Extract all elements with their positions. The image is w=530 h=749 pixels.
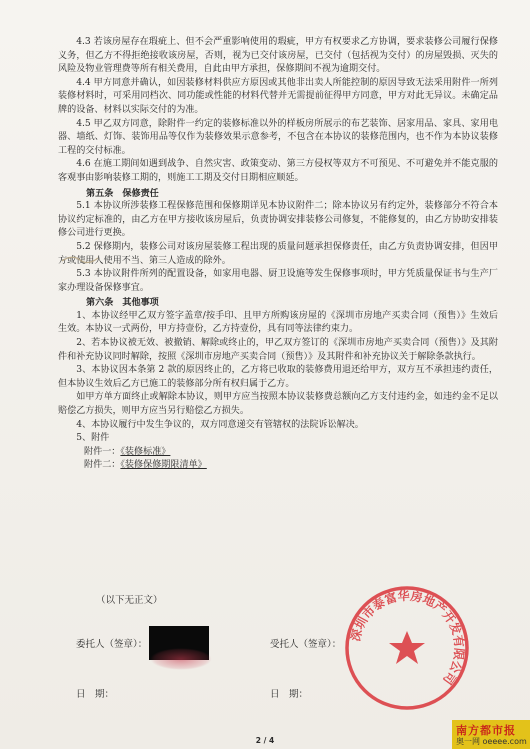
section5-title: 第五条 保修责任: [86, 187, 159, 199]
paragraph-6-4: 4、本协议履行中发生争议的，双方同意递交有管辖权的法院诉讼解决。: [76, 419, 364, 430]
party-b-signature-label: 受托人（签章）：: [270, 639, 342, 650]
document-body: [58, 36, 498, 473]
company-seal: [342, 583, 472, 713]
no-text-below: （以下无正文）: [96, 595, 163, 606]
paragraph-5-1: 5.1 本协议所涉装修工程保修范围和保修期详见本协议附件二；除本协议另有约定外，装修部分不符合本协议约定标准的，由乙方在甲方接收该房屋后，负责协调安排装修公司修复，不能修复的，由乙方协助安排装修公司进行更换。: [58, 201, 498, 239]
attachment-1-name: 《装修标准》: [120, 446, 171, 457]
fingerprint-mark: [150, 648, 212, 670]
party-b-date-label: 日 期：: [270, 689, 309, 700]
logo-title: 南方都市报: [456, 724, 516, 737]
paragraph-6-5: 5、附件: [76, 433, 110, 444]
paragraph-4-4: 4.4 甲方同意并确认，如因装修材料供应方原因或其他非出卖人所能控制的原因导致无法采用附件一所列装修材料时，可采用同档次、同功能或性能的材料代替并无需提前征得甲方同意，甲方对此无异议。未确定品牌的设备、材料以实际交付的为准。: [58, 77, 498, 115]
paragraph-6-3: 3、本协议因本条第 2 款的原因终止的，乙方将已收取的装修费用退还给甲方，双方互不承担违约责任，但本协议生效后乙方已施工的装修部分所有权归属于乙方。: [58, 365, 498, 389]
attachment-1-prefix: 附件一：: [84, 446, 121, 457]
attachment-2-name: 《装修保修期限清单》: [120, 460, 207, 471]
paragraph-6-3b: 如甲方单方面终止或解除本协议，则甲方应当按照本协议装修费总额向乙方支付违约金，如违约金不足以赔偿乙方损失，则甲方应当另行赔偿乙方损失。: [58, 392, 498, 417]
handwritten-mark: [60, 252, 100, 266]
paragraph-6-1: 1、本协议经甲乙双方签字盖章/按手印、且甲方所购该房屋的《深圳市房地产买卖合同（预售）》生效后生效。本协议一式两份，甲方持壹份，乙方持壹份，具有同等法律约束力。: [58, 310, 498, 335]
paragraph-4-3: 4.3 若该房屋存在瑕疵上、但不会严重影响使用的瑕疵，甲方有权要求乙方协调，要求装修公司履行保修义务，但乙方不得拒绝接收该房屋，否则，视为已交付该房屋，已交付（包括视为交付）的房屋毁损、灭失的风险及物业管理费等所有相关费用，自此由甲方承担，保修期间不视为逾期交付。: [58, 37, 498, 75]
party-a-date-label: 日 期：: [76, 689, 115, 700]
page-number: 2 / 4: [255, 736, 275, 745]
attachment-2: [58, 459, 498, 473]
logo-subtitle: 奥一网 oeeee.com: [456, 737, 527, 746]
paragraph-4-5: 4.5 甲乙双方同意，除附件一约定的装修标准以外的样板房所展示的布艺装饰、居家用品、家具、家用电器、墙纸、灯饰、装饰用品等仅作为装修效果示意参考，不包含在本协议的装修范围内，也不作为本协议装修工程的交付标准。: [58, 118, 498, 156]
paragraph-5-3: 5.3 本协议附件所列的配置设备，如家用电器、厨卫设施等发生保修事项时，甲方凭质量保证书与生产厂家办理设备保修事宜。: [58, 269, 498, 293]
paragraph-6-2: 2、若本协议被无效、被撤销、解除或终止的，甲乙双方签订的《深圳市房地产买卖合同（预售）》及其附件和补充协议同时解除，按照《深圳市房地产买卖合同（预售）》及其附件和补充协议关于解除条款执行。: [58, 338, 498, 362]
party-a-signature-label: 委托人（签章）：: [76, 639, 148, 650]
attachment-2-prefix: 附件二：: [84, 460, 121, 471]
paragraph-4-6: 4.6 在施工期间如遇到战争、自然灾害、政策变动、第三方侵权等双方不可预见、不可避免并不能克服的客观事由影响装修工期的，则施工工期及交付日期相应顺延。: [58, 159, 498, 183]
section6-title: 第六条 其他事项: [86, 297, 159, 309]
paragraph-5-2: 5.2 保修期内，装修公司对该房屋装修工程出现的质量问题承担保修责任，由乙方负责协调安排，但因甲方或使用人使用不当、第三人造成的除外。: [58, 241, 498, 266]
attachment-1: [58, 446, 498, 460]
seal-text: 深圳市泰富华房地产开发有限公司: [348, 588, 467, 688]
